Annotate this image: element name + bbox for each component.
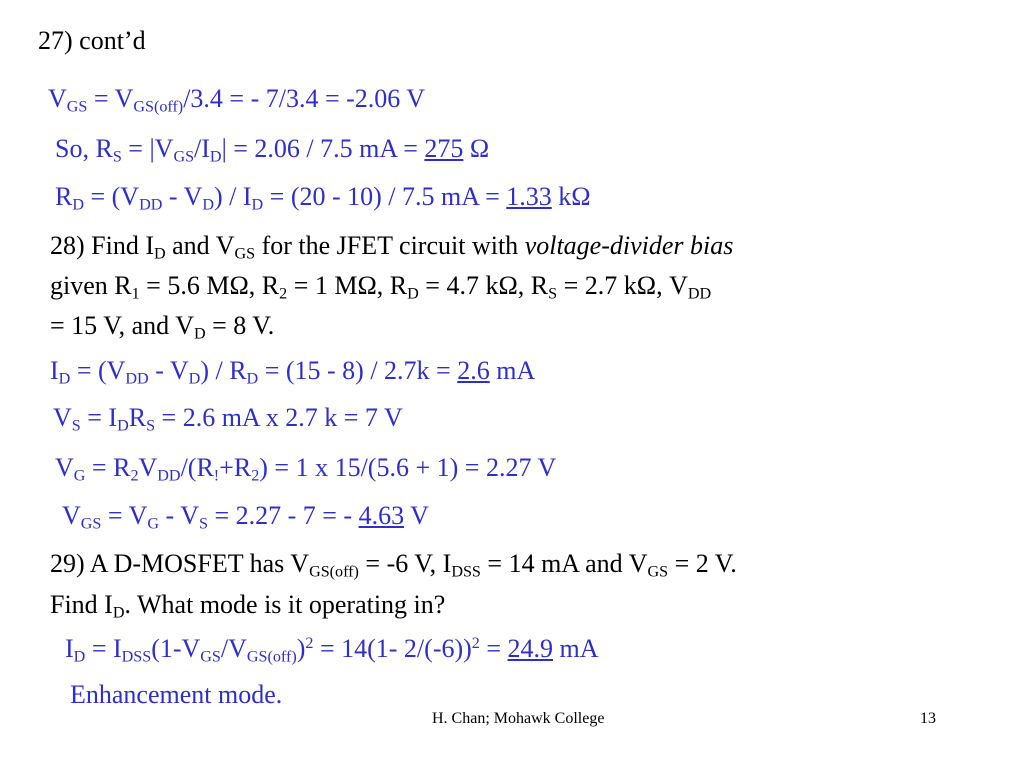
subscript: 1 xyxy=(131,285,140,303)
subscript: DSS xyxy=(451,563,481,581)
subscript: DD xyxy=(157,467,181,485)
text-run: ) / I xyxy=(213,182,252,211)
underlined-answer: 1.33 xyxy=(506,182,552,211)
text-run: = 2.27 - 7 = - xyxy=(207,501,359,530)
subscript: D xyxy=(193,325,206,343)
subscript: D xyxy=(407,285,419,303)
question-29-line-1 xyxy=(50,549,737,581)
answer-id-dmosfet xyxy=(65,634,599,666)
text-run: = R xyxy=(85,453,131,482)
text-run: = 5.6 MΩ, R xyxy=(139,271,280,300)
text-run: - V xyxy=(162,182,203,211)
answer-rd xyxy=(55,182,591,214)
text-run: given R xyxy=(50,271,132,300)
subscript: D xyxy=(246,370,259,388)
text-run: V xyxy=(53,403,72,432)
text-run: voltage-divider bias xyxy=(524,231,734,260)
text-run: = -6 V, I xyxy=(358,549,452,578)
subscript: D xyxy=(112,604,125,622)
text-run: /I xyxy=(194,134,210,163)
text-run: - V xyxy=(148,356,189,385)
text-run: . What mode is it operating in? xyxy=(124,590,446,619)
text-run: = 14 mA and V xyxy=(480,549,648,578)
underlined-answer: 24.9 xyxy=(507,634,554,663)
subscript: 2 xyxy=(130,467,139,485)
subscript: DD xyxy=(125,370,149,388)
subscript: D xyxy=(58,370,71,388)
text-run: mA xyxy=(553,634,599,663)
subscript: S xyxy=(146,417,156,435)
text-run: V xyxy=(138,453,158,482)
subscript: GS xyxy=(200,648,221,666)
text-run: = 2 V. xyxy=(668,549,737,578)
heading-27-contd xyxy=(38,28,146,54)
answer-vg xyxy=(55,453,557,485)
underlined-answer: 275 xyxy=(424,134,464,163)
text-run: 29) A D-MOSFET has V xyxy=(50,549,310,578)
subscript: GS xyxy=(173,148,195,166)
subscript: DSS xyxy=(121,648,152,666)
subscript: 2 xyxy=(279,285,288,303)
text-run: mA xyxy=(489,356,536,385)
subscript: GS xyxy=(234,245,256,263)
text-run: ) / R xyxy=(200,356,247,385)
text-run: +R xyxy=(219,453,252,482)
underlined-answer: 2.6 xyxy=(457,356,490,385)
question-28-line-3 xyxy=(50,311,275,343)
text-run: = I xyxy=(80,403,118,432)
text-run: R xyxy=(128,403,147,432)
footer-credit: H. Chan; Mohawk College xyxy=(432,710,605,727)
answer-id xyxy=(50,356,536,388)
text-run: I xyxy=(50,356,59,385)
text-run: = (15 - 8) / 2.7k = xyxy=(258,356,458,385)
answer-enhancement-mode xyxy=(70,682,282,708)
text-run: (1-V xyxy=(151,634,201,663)
subscript: GS(off) xyxy=(246,648,297,666)
answer-vgs xyxy=(48,84,426,116)
question-28-line-1 xyxy=(50,231,734,263)
text-run: 28) Find I xyxy=(50,231,154,260)
text-run: and V xyxy=(165,231,235,260)
text-run: /3.4 = - 7/3.4 = -2.06 V xyxy=(183,84,426,113)
text-run: So, R xyxy=(55,134,113,163)
superscript: 2 xyxy=(305,635,314,653)
text-run: = V xyxy=(101,501,148,530)
text-run: - V xyxy=(159,501,199,530)
subscript: G xyxy=(73,467,86,485)
subscript: DD xyxy=(687,285,712,303)
text-run: = (20 - 10) / 7.5 mA = xyxy=(263,182,507,211)
text-run: = 15 V, and V xyxy=(50,311,194,340)
subscript: D xyxy=(73,648,86,666)
subscript: D xyxy=(209,148,222,166)
text-run: /(R xyxy=(180,453,214,482)
text-run: = (V xyxy=(70,356,126,385)
text-run: kΩ xyxy=(551,182,591,211)
text-run: = 8 V. xyxy=(205,311,275,340)
subscript: G xyxy=(147,515,159,533)
text-run: 27) cont’d xyxy=(38,26,146,55)
subscript: DD xyxy=(139,196,163,214)
answer-rs xyxy=(55,134,490,166)
subscript: D xyxy=(154,245,166,263)
question-28-line-2 xyxy=(50,271,712,303)
text-run: ) xyxy=(296,634,306,663)
text-run: = 4.7 kΩ, R xyxy=(418,271,549,300)
subscript: D xyxy=(251,196,264,214)
text-run: = 2.6 mA x 2.7 k = 7 V xyxy=(155,403,403,432)
text-run: ) = 1 x 15/(5.6 + 1) = 2.27 V xyxy=(259,453,557,482)
text-run: = (V xyxy=(83,182,140,211)
subscript: S xyxy=(548,285,558,303)
text-run: Ω xyxy=(463,134,490,163)
subscript: S xyxy=(198,515,208,533)
text-run: = 2.7 kΩ, V xyxy=(557,271,688,300)
text-run: V xyxy=(404,501,429,530)
subscript: D xyxy=(202,196,214,214)
answer-vs xyxy=(53,403,403,435)
subscript: D xyxy=(117,417,129,435)
text-run: V xyxy=(48,84,67,113)
answer-vgs-2 xyxy=(62,501,429,533)
subscript: S xyxy=(112,148,122,166)
subscript: GS xyxy=(647,563,669,581)
subscript: GS xyxy=(66,98,88,116)
text-run: Enhancement mode. xyxy=(70,680,283,709)
text-run: = I xyxy=(85,634,122,663)
text-run: = V xyxy=(87,84,134,113)
text-run: Find I xyxy=(50,590,113,619)
subscript: GS(off) xyxy=(133,98,184,116)
subscript: D xyxy=(72,196,84,214)
underlined-answer: 4.63 xyxy=(358,501,405,530)
text-run: R xyxy=(55,182,73,211)
text-run: V xyxy=(55,453,74,482)
text-run: = 14(1- 2/(-6)) xyxy=(313,634,472,663)
superscript: 2 xyxy=(471,635,480,653)
subscript: D xyxy=(188,370,201,388)
text-run: for the JFET circuit with xyxy=(255,231,525,260)
subscript: S xyxy=(71,417,81,435)
text-run: = xyxy=(479,634,508,663)
page-number: 13 xyxy=(920,710,936,727)
text-run: | = 2.06 / 7.5 mA = xyxy=(221,134,425,163)
text-run: V xyxy=(62,501,81,530)
subscript: ! xyxy=(213,467,220,485)
subscript: GS xyxy=(80,515,102,533)
text-run: = |V xyxy=(121,134,174,163)
text-run: I xyxy=(65,634,74,663)
text-run: = 1 MΩ, R xyxy=(287,271,408,300)
subscript: GS(off) xyxy=(309,563,359,581)
text-run: /V xyxy=(220,634,247,663)
subscript: 2 xyxy=(251,467,260,485)
question-29-line-2 xyxy=(50,590,446,622)
